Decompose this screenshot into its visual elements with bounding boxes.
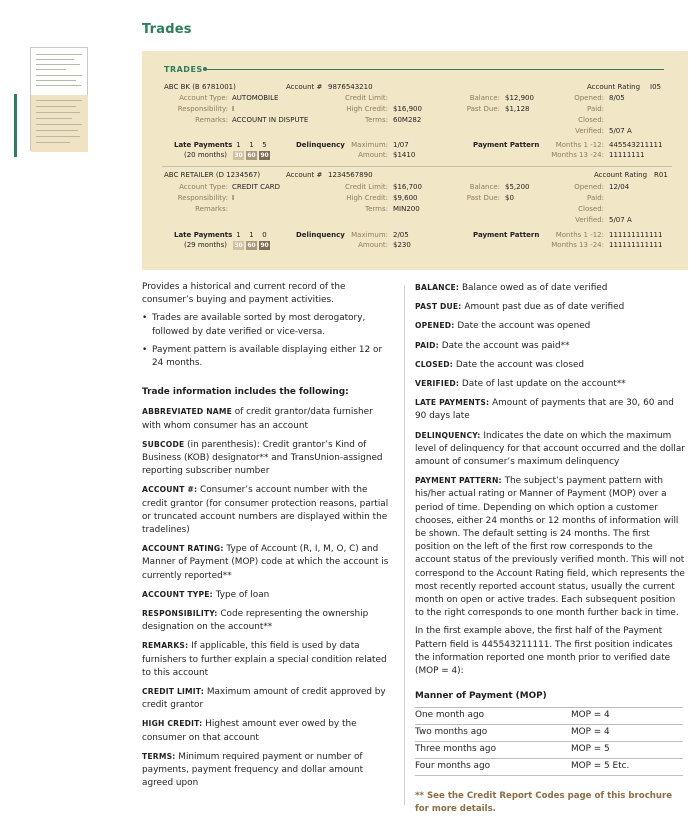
- thumbnail-line: [36, 59, 74, 60]
- terms: MIN200: [393, 205, 420, 213]
- def-closed: CLOSED: Date the account was closed: [415, 359, 585, 370]
- verified: 5/07 A: [609, 127, 632, 135]
- late-bucket-60: 60: [247, 242, 256, 249]
- thumbnail-line: [36, 54, 82, 55]
- terms-label: Terms:: [365, 116, 388, 124]
- account-number: 9876543210: [328, 83, 373, 91]
- remarks-label: Remarks:: [195, 116, 228, 124]
- account-separator: [162, 166, 672, 167]
- late-payments-buckets: [233, 241, 270, 250]
- def-remarks: REMARKS: If applicable, this field is used by data furnishers to further explain a special condition related to this account: [142, 641, 387, 678]
- table-row: [415, 759, 683, 776]
- bullet-dot-icon: •: [142, 344, 148, 355]
- def-balance: BALANCE: Balance owed as of date verified: [415, 283, 608, 293]
- def-terms: TERMS: Minimum required payment or number of payments, payment frequency and dollar amount agreed upon: [142, 751, 364, 789]
- amount: $230: [393, 241, 411, 249]
- paid-label: Paid:: [587, 105, 604, 113]
- table-row: [415, 742, 683, 759]
- account-number-label: Account #: [286, 83, 323, 91]
- table-row: [415, 725, 683, 742]
- opened-label: Opened:: [574, 94, 604, 102]
- thumbnail-line: [36, 118, 72, 119]
- trades-report-sample: [142, 51, 688, 270]
- maximum-label: Maximum:: [351, 231, 388, 239]
- account-type: AUTOMOBILE: [232, 94, 279, 102]
- report-section-title: TRADES: [164, 65, 203, 74]
- late-payments-counts: [233, 231, 270, 240]
- remarks: ACCOUNT IN DISPUTE: [232, 116, 309, 124]
- thumbnail-line: [36, 100, 82, 101]
- mop-period: Two months ago: [415, 725, 553, 742]
- account-rating-label: Account Rating: [594, 171, 648, 179]
- account-rating: R01: [654, 171, 668, 179]
- trade-info-heading: Trade information includes the following:: [142, 387, 349, 398]
- months-1-12-label: Months 1 -12:: [555, 231, 604, 239]
- bullet-item: [142, 344, 390, 370]
- balance: $5,200: [505, 183, 530, 191]
- high-credit-label: High Credit:: [346, 194, 388, 202]
- delinquency-label: Delinquency: [296, 231, 345, 239]
- late-count-60: 1: [249, 141, 254, 149]
- bullet-item: [142, 312, 390, 338]
- left-column: [142, 281, 390, 796]
- account-type: CREDIT CARD: [232, 183, 281, 191]
- late-payments-months: (29 months): [184, 241, 227, 249]
- months-13-24-label: Months 13 -24:: [551, 151, 604, 159]
- balance-label: Balance:: [469, 94, 500, 102]
- verified-label: Verified:: [575, 216, 604, 224]
- past-due-label: Past Due:: [466, 105, 500, 113]
- late-count-30: 1: [236, 141, 241, 149]
- terms: 60M282: [393, 116, 422, 124]
- credit-limit-label: Credit Limit:: [345, 183, 388, 191]
- terms-label: Terms:: [365, 205, 388, 213]
- def-subcode: SUBCODE (in parenthesis): Credit grantor’s Kind of Business (KOB) designator** and TransUnion-assigned reporting subscriber number: [142, 439, 383, 477]
- past-due-label: Past Due:: [466, 194, 500, 202]
- mop-value: MOP = 4: [553, 708, 683, 725]
- maximum: 2/05: [393, 231, 409, 239]
- thumbnail-marker: [14, 94, 17, 157]
- responsibility: I: [232, 105, 235, 113]
- responsibility: I: [232, 194, 235, 202]
- mop-value: MOP = 5: [553, 742, 683, 759]
- thumbnail-line: [36, 75, 82, 76]
- late-payments-label: Late Payments: [174, 141, 233, 149]
- def-high-credit: HIGH CREDIT: Highest amount ever owed by the consumer on that account: [142, 719, 357, 743]
- account-number: 1234567890: [328, 171, 373, 179]
- late-count-30: 1: [236, 231, 241, 239]
- def-payment-pattern: PAYMENT PATTERN: The subject’s payment pattern with his/her actual rating or Manner of Payment (MOP) over a period of time. Depending on which option a customer chooses, either 24 months or 12 months of information will be shown. The default setting is 24 months. The first position on the left of the first row corresponds to the account status of the previously verified month. This will not correspond to the Account Rating field, which represents the most recently reported account status, usually the current month on open or active trades. Each subsequent position to the right corresponds to one month further back in time.: [415, 476, 685, 619]
- account-rating: I05: [650, 83, 661, 91]
- maximum-label: Maximum:: [351, 141, 388, 149]
- thumbnail-line: [36, 85, 81, 86]
- amount-label: Amount:: [358, 151, 388, 159]
- late-bucket-30: 30: [234, 242, 243, 249]
- credit-limit: $16,700: [393, 183, 422, 191]
- example-text: In the first example above, the first half of the Payment Pattern field is 445543211111. The first position indicates the information reported one month prior to verified date (MOP = 4):: [415, 626, 673, 677]
- late-payments-months: (20 months): [184, 151, 227, 159]
- balance: $12,900: [505, 94, 534, 102]
- late-bucket-60: 60: [247, 152, 256, 159]
- closed-label: Closed:: [578, 205, 604, 213]
- def-delinquency: DELINQUENCY: Indicates the date on which the maximum level of delinquency for that account occurred and the dollar amount of consumer’s maximum delinquency: [415, 430, 685, 468]
- account-rating-label: Account Rating: [587, 83, 641, 91]
- def-paid: PAID: Date the account was paid**: [415, 340, 570, 351]
- thumbnail-line: [36, 112, 80, 113]
- months-1-12-label: Months 1 -12:: [555, 141, 604, 149]
- credit-limit-label: Credit Limit:: [345, 94, 388, 102]
- months-13-24-label: Months 13 -24:: [551, 241, 604, 249]
- verified: 5/07 A: [609, 216, 632, 224]
- mop-table: [415, 707, 683, 776]
- page-thumbnail[interactable]: [30, 47, 88, 151]
- high-credit: $16,900: [393, 105, 422, 113]
- def-credit-limit: CREDIT LIMIT: Maximum amount of credit approved by credit grantor: [142, 687, 386, 711]
- months-1-12: 445543211111: [609, 141, 663, 149]
- right-column: [415, 281, 685, 815]
- thumbnail-line: [36, 69, 66, 70]
- thumbnail-line: [36, 136, 80, 137]
- late-count-60: 1: [249, 231, 254, 239]
- def-abbreviated-name: ABBREVIATED NAME of credit grantor/data furnisher with whom consumer has an account: [142, 407, 373, 431]
- responsibility-label: Responsibility:: [177, 194, 228, 202]
- def-account-rating: ACCOUNT RATING: Type of Account (R, I, M, O, C) and Manner of Payment (MOP) code at which the account is currently reported**: [142, 544, 389, 581]
- late-bucket-90: 90: [260, 242, 269, 249]
- footnote: ** See the Credit Report Codes page of this brochure for more details.: [415, 791, 673, 814]
- late-payments-counts: [233, 141, 270, 150]
- months-1-12: 111111111111: [609, 231, 663, 239]
- late-bucket-90: 90: [260, 152, 269, 159]
- mop-period: Four months ago: [415, 759, 553, 776]
- late-bucket-30: 30: [234, 152, 243, 159]
- account-type-label: Account Type:: [179, 183, 228, 191]
- mop-value: MOP = 5 Etc.: [553, 759, 683, 776]
- thumbnail-line: [36, 106, 76, 107]
- balance-label: Balance:: [469, 183, 500, 191]
- def-opened: OPENED: Date the account was opened: [415, 321, 591, 332]
- def-account-number: ACCOUNT #: Consumer’s account number with the credit grantor (for consumer protection reasons, partial or truncated account numbers are displayed within the tradelines): [142, 485, 389, 536]
- bullet-text: Payment pattern is available displaying either 12 or 24 months.: [152, 344, 383, 369]
- opened: 12/04: [609, 183, 630, 191]
- opened-label: Opened:: [574, 183, 604, 191]
- remarks-label: Remarks:: [195, 205, 228, 213]
- bullet-text: Trades are available sorted by most derogatory, followed by date verified or vice-versa.: [152, 313, 366, 337]
- payment-pattern-label: Payment Pattern: [473, 231, 540, 239]
- page-title: Trades: [142, 22, 192, 37]
- amount-label: Amount:: [358, 241, 388, 249]
- mop-heading: Manner of Payment (MOP): [415, 691, 547, 702]
- late-count-90: 0: [262, 231, 267, 239]
- def-past-due: PAST DUE: Amount past due as of date verified: [415, 302, 625, 313]
- opened: 8/05: [609, 94, 625, 102]
- def-late-payments: LATE PAYMENTS: Amount of payments that are 30, 60 and 90 days late: [415, 398, 674, 422]
- months-13-24: 11111111: [609, 151, 645, 159]
- amount: $1410: [393, 151, 416, 159]
- verified-label: Verified:: [575, 127, 604, 135]
- thumbnail-line: [36, 130, 78, 131]
- def-responsibility: RESPONSIBILITY: Code representing the ownership designation on the account**: [142, 609, 369, 633]
- mop-value: MOP = 4: [553, 725, 683, 742]
- mop-period: One month ago: [415, 708, 553, 725]
- high-credit-label: High Credit:: [346, 105, 388, 113]
- def-account-type: ACCOUNT TYPE: Type of loan: [142, 589, 270, 600]
- thumbnail-line: [36, 64, 80, 65]
- account-name: ABC RETAILER (D 1234567): [164, 171, 261, 179]
- account-type-label: Account Type:: [179, 94, 228, 102]
- maximum: 1/07: [393, 141, 409, 149]
- def-verified: VERIFIED: Date of last update on the account**: [415, 379, 626, 390]
- account-number-label: Account #: [286, 171, 323, 179]
- intro-text: Provides a historical and current record of the consumer’s buying and payment activities.: [142, 282, 346, 306]
- column-divider: [404, 285, 405, 805]
- late-payments-label: Late Payments: [174, 231, 233, 239]
- delinquency-label: Delinquency: [296, 141, 345, 149]
- high-credit: $9,600: [393, 194, 418, 202]
- months-13-24: 111111111111: [609, 241, 663, 249]
- mop-period: Three months ago: [415, 742, 553, 759]
- responsibility-label: Responsibility:: [177, 105, 228, 113]
- thumbnail-line: [36, 142, 70, 143]
- payment-pattern-label: Payment Pattern: [473, 141, 540, 149]
- table-row: [415, 708, 683, 725]
- past-due: $1,128: [505, 105, 530, 113]
- closed-label: Closed:: [578, 116, 604, 124]
- bullet-dot-icon: •: [142, 313, 148, 324]
- thumbnail-line: [36, 124, 82, 125]
- thumbnail-line: [36, 80, 76, 81]
- account-name: ABC BK (B 6781001): [164, 83, 236, 91]
- past-due: $0: [505, 194, 514, 202]
- late-payments-buckets: [233, 151, 270, 160]
- late-count-90: 5: [262, 141, 267, 149]
- paid-label: Paid:: [587, 194, 604, 202]
- report-title-rule: [204, 69, 664, 70]
